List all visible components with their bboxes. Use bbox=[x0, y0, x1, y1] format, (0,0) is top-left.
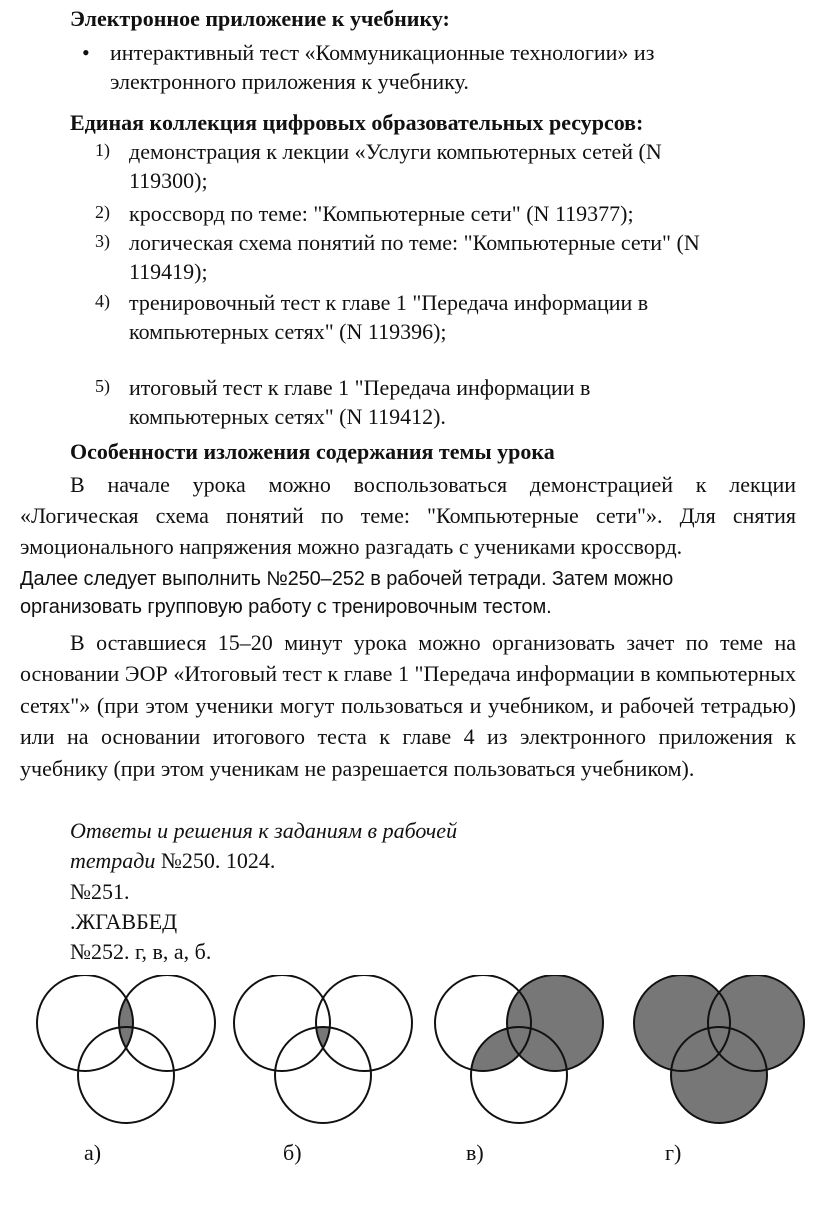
list-number: 3) bbox=[95, 231, 110, 252]
list-item-text: логическая схема понятий по теме: "Компьютерные сети" (N 119419); bbox=[129, 230, 700, 285]
section-title-lesson-features: Особенности изложения содержания темы урока bbox=[70, 439, 555, 464]
answer-251: №251. bbox=[70, 878, 130, 904]
electronic-app-list bbox=[82, 38, 722, 96]
answer-252: №252. г, в, а, б. bbox=[70, 939, 212, 965]
section-title-electronic-app: Электронное приложение к учебнику: bbox=[70, 6, 450, 31]
list-item bbox=[95, 228, 735, 286]
section-title-digital-resources: Единая коллекция цифровых образовательных ресурсов: bbox=[70, 110, 644, 135]
list-item-text: тренировочный тест к главе 1 "Передача информации в компьютерных сетях" (N 119396); bbox=[129, 290, 649, 345]
bullet-icon: • bbox=[82, 40, 90, 65]
paragraph-final-test: В оставшиеся 15–20 минут урока можно организовать зачет по теме на основании ЭОР «Итоговый тест к главе 1 "Передача информации в компьютерных сетях"» (при этом ученики могут пользоваться и учебником, и рабочей тетрадью) или на основании итогового теста к главе 4 из электронного приложения к учебнику (при этом ученикам не разрешается пользоваться учебником). bbox=[20, 630, 796, 781]
list-number: 2) bbox=[95, 202, 110, 223]
answers-block bbox=[70, 816, 670, 968]
list-item-text: итоговый тест к главе 1 "Передача информации в компьютерных сетях" (N 119412). bbox=[129, 375, 591, 430]
list-item bbox=[95, 137, 735, 195]
list-item-text: интерактивный тест «Коммуникационные технологии» из электронного приложения к учебнику. bbox=[110, 40, 655, 95]
figure-caption-c: в) bbox=[466, 1140, 484, 1165]
answers-heading: Ответы и решения к заданиям в рабочей bbox=[70, 818, 458, 843]
list-item bbox=[95, 288, 649, 346]
figure-caption-a: а) bbox=[84, 1140, 102, 1165]
list-item-text: демонстрация к лекции «Услуги компьютерных сетей (N 119300); bbox=[129, 139, 662, 194]
figure-caption-d: г) bbox=[665, 1140, 682, 1165]
paragraph-lesson-continue: Далее следует выполнить №250–252 в рабочей тетради. Затем можно организовать групповую работу с тренировочным тестом. bbox=[20, 568, 674, 619]
list-item bbox=[82, 38, 722, 96]
venn-diagram-d bbox=[634, 975, 804, 1123]
list-number: 5) bbox=[95, 376, 110, 396]
digital-resources-list bbox=[95, 137, 735, 346]
venn-diagram-a bbox=[37, 975, 215, 1123]
venn-diagrams bbox=[20, 975, 810, 1125]
list-item bbox=[95, 199, 735, 228]
answer-250: тетради №250. 1024. bbox=[70, 848, 276, 874]
list-number: 4) bbox=[95, 291, 110, 312]
figure-caption-b: б) bbox=[283, 1140, 302, 1165]
list-item-text: кроссворд по теме: "Компьютерные сети" (N 119377); bbox=[129, 201, 634, 227]
list-number: 1) bbox=[95, 140, 110, 160]
answer-251-value: .ЖГАВБЕД bbox=[70, 909, 178, 935]
digital-resources-list-cont bbox=[95, 373, 735, 431]
venn-diagram-c bbox=[435, 975, 603, 1123]
list-item bbox=[95, 373, 735, 431]
paragraph-lesson-start: В начале урока можно воспользоваться демонстрацией к лекции «Логическая схема понятий по теме: "Компьютерные сети"». Для снятия эмоционального напряжения можно разгадать с учениками кроссворд. bbox=[20, 472, 796, 560]
venn-diagram-b bbox=[234, 975, 412, 1123]
